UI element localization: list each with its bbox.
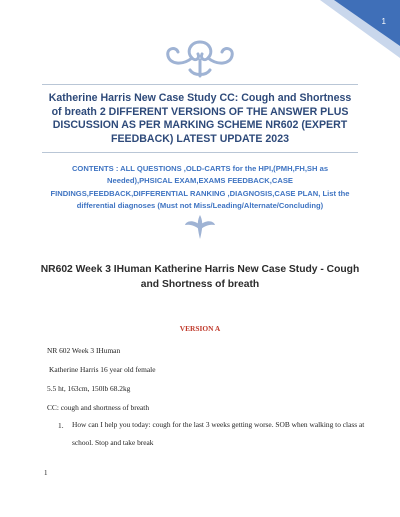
page-corner-ribbon-icon bbox=[320, 0, 400, 58]
top-divider bbox=[42, 84, 358, 85]
ornamental-scroll-icon bbox=[160, 36, 240, 80]
fleur-divider-icon bbox=[183, 213, 217, 241]
body-line: NR 602 Week 3 IHuman bbox=[47, 346, 121, 355]
contents-summary: CONTENTS : ALL QUESTIONS ,OLD-CARTS for the HPI,(PMH,FH,SH as Needed),PHSICAL EXAM,EXAMS FEEDBACK,CASE FINDINGS,FEEDBACK,DIFFERENTIAL RANKING ,DIAGNOSIS,CASE PLAN, List the differential diagnoses (Must not Miss/Leading/Alternate/Concluding) bbox=[50, 164, 350, 211]
body-line: 5.5 ht, 163cm, 150lb 68.2kg bbox=[47, 384, 131, 393]
list-item-text: How can I help you today: cough for the last 3 weeks getting worse. SOB when walking to class at school. Stop and take break bbox=[72, 420, 365, 447]
body-line: CC: cough and shortness of breath bbox=[47, 403, 150, 412]
document-title: Katherine Harris New Case Study CC: Cough and Shortness of breath 2 DIFFERENT VERSIONS OF THE ANSWER PLUS DISCUSSION AS PER MARKING SCHEME NR602 (EXPERT FEEDBACK) LATEST UPDATE 2023 bbox=[48, 92, 352, 145]
title-divider bbox=[42, 152, 358, 153]
footer-page-number: 1 bbox=[44, 469, 48, 477]
page-number: 1 bbox=[381, 17, 386, 26]
body-line: Katherine Harris 16 year old female bbox=[49, 365, 156, 374]
section-heading: NR602 Week 3 IHuman Katherine Harris New Case Study - Cough and Shortness of breath bbox=[40, 264, 360, 290]
version-label: VERSION A bbox=[179, 324, 221, 333]
list-item-number: 1. bbox=[58, 421, 64, 430]
